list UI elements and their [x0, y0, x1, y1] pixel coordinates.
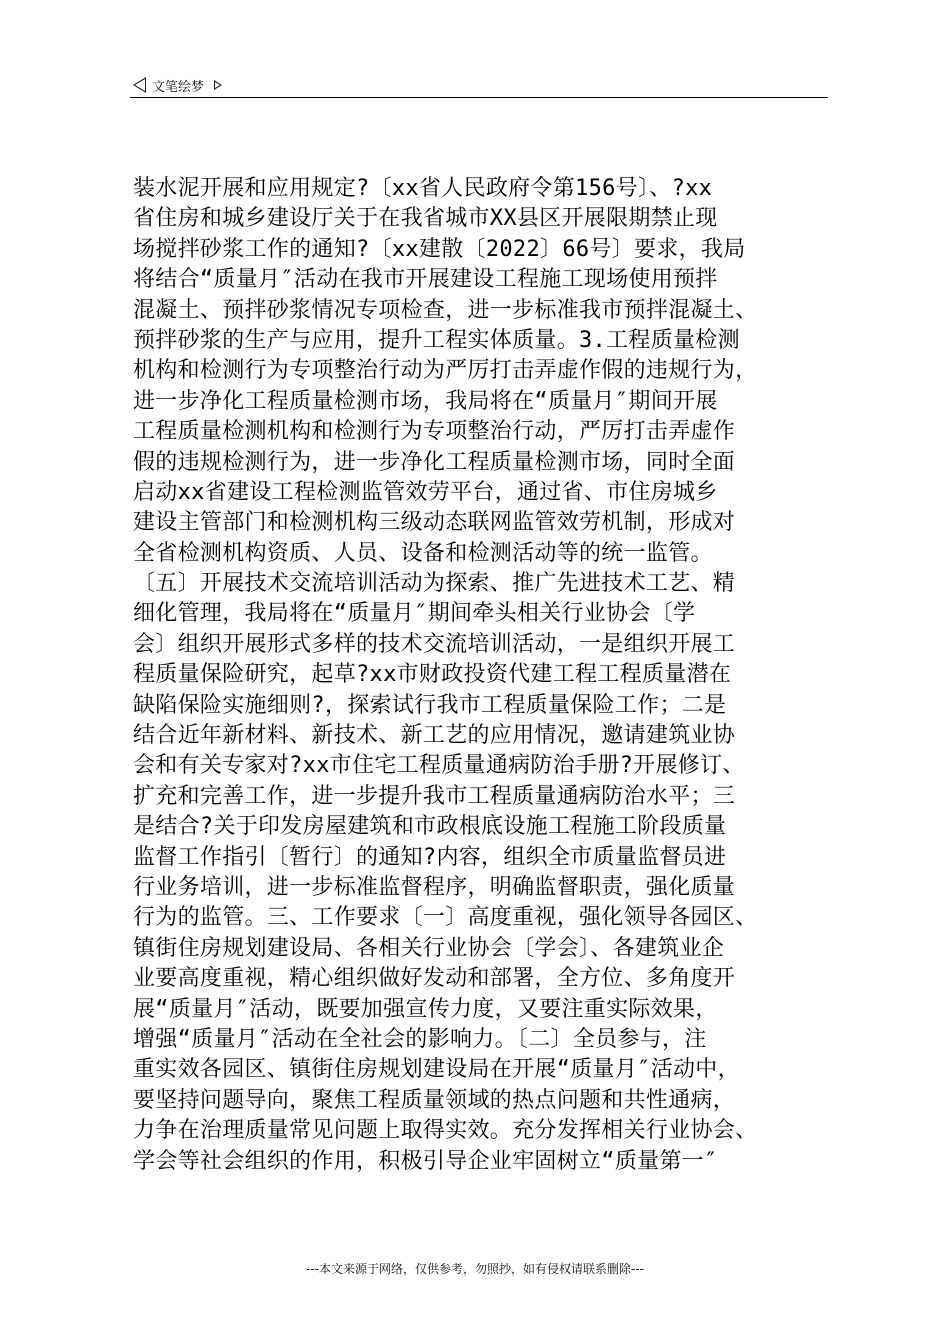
body-line: 机构和检测行为专项整治行动为严厉打击弄虚作假的违规行为，	[133, 358, 758, 384]
body-line: 行为的监管。三、工作要求〔一〕高度重视，强化领导各园区、	[133, 905, 758, 931]
body-line: 镇街住房规划建设局、各相关行业协会〔学会〕、各建筑业企	[133, 935, 725, 961]
body-line: 场搅拌砂浆工作的通知?〔xx建散〔2022〕66号〕要求，我局	[133, 236, 746, 262]
body-line: 预拌砂浆的生产与应用，提升工程实体质量。3.工程质量检测	[133, 327, 740, 353]
body-line: 缺陷保险实施细则?，探索试行我市工程质量保险工作；二是	[133, 692, 727, 718]
triangle-left-icon	[133, 77, 146, 93]
body-line: 结合近年新材料、新技术、新工艺的应用情况，邀请建筑业协	[133, 723, 736, 749]
body-line: 行业务培训，进一步标准监督程序，明确监督职责，强化质量	[133, 874, 736, 900]
body-line: 假的违规检测行为，进一步净化工程质量检测市场，同时全面	[133, 449, 736, 475]
body-line: 全省检测机构资质、人员、设备和检测活动等的统一监管。	[133, 540, 713, 566]
body-line: 装水泥开展和应用规定?〔xx省人民政府令第156号〕、?xx	[133, 176, 713, 201]
body-line: 是结合?关于印发房屋建筑和市政根底设施工程施工阶段质量	[133, 814, 727, 840]
body-line: 启动xx省建设工程检测监管效劳平台，通过省、市住房城乡	[133, 479, 718, 505]
body-line: 展“质量月″活动，既要加强宣传力度，又要注重实际效果，	[133, 996, 718, 1022]
body-line: 进一步净化工程质量检测市场，我局将在“质量月″期间开展	[133, 388, 718, 414]
body-line: 扩充和完善工作，进一步提升我市工程质量通病防治水平；三	[133, 783, 736, 809]
body-line: 会和有关专家对?xx市住宅工程质量通病防治手册?开展修订、	[133, 753, 745, 779]
body-line: 监督工作指引〔暂行〕的通知?内容，组织全市质量监督员进	[133, 844, 727, 870]
body-line: 将结合“质量月″活动在我市开展建设工程施工现场使用预拌	[133, 267, 718, 293]
body-line: 重实效各园区、镇街住房规划建设局在开展“质量月″活动中，	[133, 1057, 740, 1083]
header-divider	[130, 97, 828, 98]
page-header	[133, 74, 222, 96]
body-line: 程质量保险研究，起草?xx市财政投资代建工程工程质量潜在	[133, 662, 732, 688]
triangle-right-icon	[214, 80, 222, 90]
body-line: 增强“质量月″活动在全社会的影响力。〔二〕全员参与，注	[133, 1026, 707, 1052]
body-line: 建设主管部门和检测机构三级动态联网监管效劳机制，形成对	[133, 510, 736, 536]
body-line: 〔五〕开展技术交流培训活动为探索、推广先进技术工艺、精	[133, 571, 736, 597]
body-line: 业要高度重视，精心组织做好发动和部署，全方位、多角度开	[133, 966, 736, 992]
body-line: 要坚持问题导向，聚焦工程质量领域的热点问题和共性通病，	[133, 1087, 736, 1113]
document-body	[133, 174, 838, 1177]
body-line: 力争在治理质量常见问题上取得实效。充分发挥相关行业协会、	[133, 1118, 758, 1144]
body-line: 细化管理，我局将在“质量月″期间牵头相关行业协会〔学	[133, 601, 696, 627]
body-line: 学会等社会组织的作用，积极引导企业牢固树立“质量第一″	[133, 1148, 718, 1174]
header-brand: 文笔绘梦	[152, 79, 205, 95]
body-line: 会〕组织开展形式多样的技术交流培训活动，一是组织开展工	[133, 631, 736, 657]
body-line: 工程质量检测机构和检测行为专项整治行动，严厉打击弄虚作	[133, 419, 736, 445]
body-line: 混凝土、预拌砂浆情况专项检查，进一步标准我市预拌混凝土、	[133, 297, 758, 323]
footer-notice: ---本文来源于网络，仅供参考，勿照抄，如有侵权请联系删除---	[306, 1262, 644, 1276]
body-line: 省住房和城乡建设厅关于在我省城市XX县区开展限期禁止现	[133, 206, 718, 232]
